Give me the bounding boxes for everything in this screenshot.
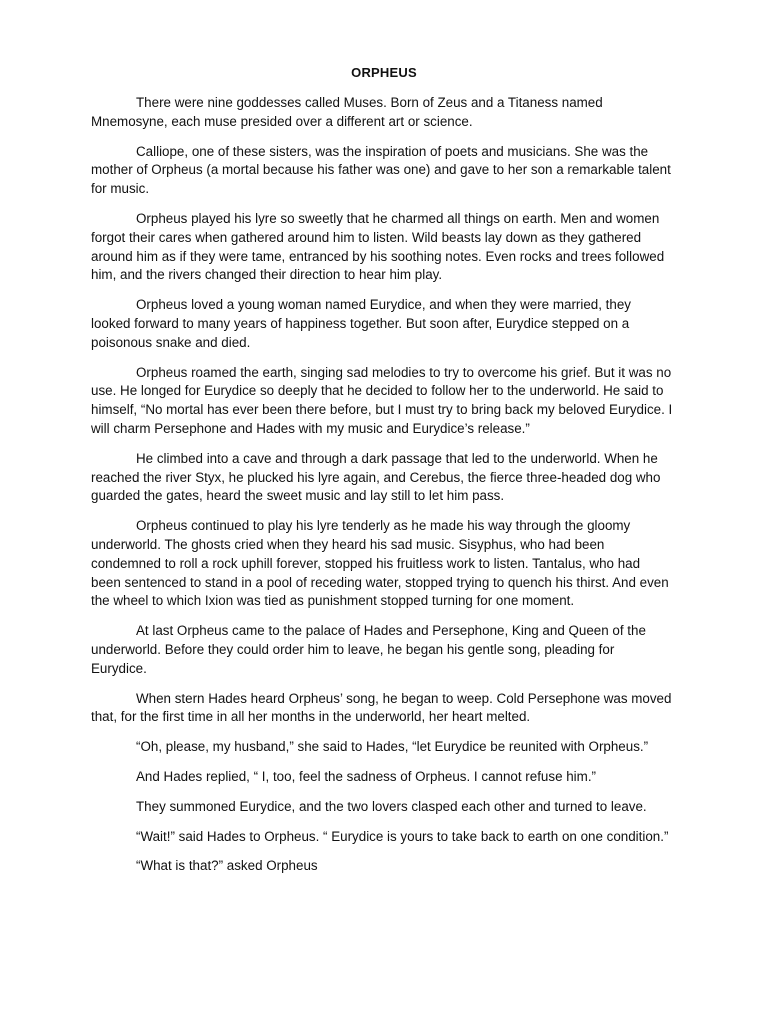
- paragraph-12: They summoned Eurydice, and the two lovers clasped each other and turned to leave.: [136, 798, 647, 814]
- story-body: [91, 94, 673, 887]
- paragraph-14: “What is that?” asked Orpheus: [136, 858, 318, 874]
- paragraph-10: “Oh, please, my husband,” she said to Hades, “let Eurydice be reunited with Orpheus.”: [136, 739, 649, 755]
- paragraph-6: He climbed into a cave and through a dark passage that led to the underworld. When he reached the river Styx, he plucked his lyre again, and Cerebus, the fierce three-headed dog who guarded the gates, heard the sweet music and lay still to let him pass.: [91, 450, 661, 504]
- paragraph-11: And Hades replied, “ I, too, feel the sadness of Orpheus. I cannot refuse him.”: [136, 768, 596, 784]
- page-title: ORPHEUS: [351, 65, 417, 80]
- paragraph-1: There were nine goddesses called Muses. Born of Zeus and a Titaness named Mnemosyne, each muse presided over a different art or science.: [91, 95, 603, 129]
- paragraph-7: Orpheus continued to play his lyre tenderly as he made his way through the gloomy underworld. The ghosts cried when they heard his sad music. Sisyphus, who had been condemned to roll a rock uphill forever, stopped his fruitless work to listen. Tantalus, who had been sentenced to stand in a pool of receding water, stopped trying to quench his thirst. And even the wheel to which Ixion was tied as punishment stopped turning for one moment.: [91, 518, 669, 609]
- paragraph-3: Orpheus played his lyre so sweetly that he charmed all things on earth. Men and women forgot their cares when gathered around him to listen. Wild beasts lay down as they gathered around him as if they were tame, entranced by his soothing notes. Even rocks and trees followed him, and the rivers changed their direction to hear him play.: [91, 210, 665, 283]
- paragraph-5: Orpheus roamed the earth, singing sad melodies to try to overcome his grief. But it was no use. He longed for Eurydice so deeply that he decided to follow her to the underworld. He said to himself, “No mortal has ever been there before, but I must try to bring back my beloved Eurydice. I will charm Persephone and Hades with my music and Eurydice’s release.”: [91, 364, 673, 436]
- paragraph-2: Calliope, one of these sisters, was the inspiration of poets and musicians. She was the mother of Orpheus (a mortal because his father was one) and gave to her son a remarkable talent for music.: [91, 143, 671, 197]
- paragraph-9: When stern Hades heard Orpheus’ song, he began to weep. Cold Persephone was moved that, for the first time in all her months in the underworld, her heart melted.: [91, 690, 672, 725]
- paragraph-4: Orpheus loved a young woman named Eurydice, and when they were married, they looked forward to many years of happiness together. But soon after, Eurydice stepped on a poisonous snake and died.: [91, 297, 631, 350]
- paragraph-13: “Wait!” said Hades to Orpheus. “ Eurydice is yours to take back to earth on one condition.”: [136, 828, 669, 844]
- paragraph-8: At last Orpheus came to the palace of Hades and Persephone, King and Queen of the underworld. Before they could order him to leave, he began his gentle song, pleading for Eurydice.: [91, 623, 646, 676]
